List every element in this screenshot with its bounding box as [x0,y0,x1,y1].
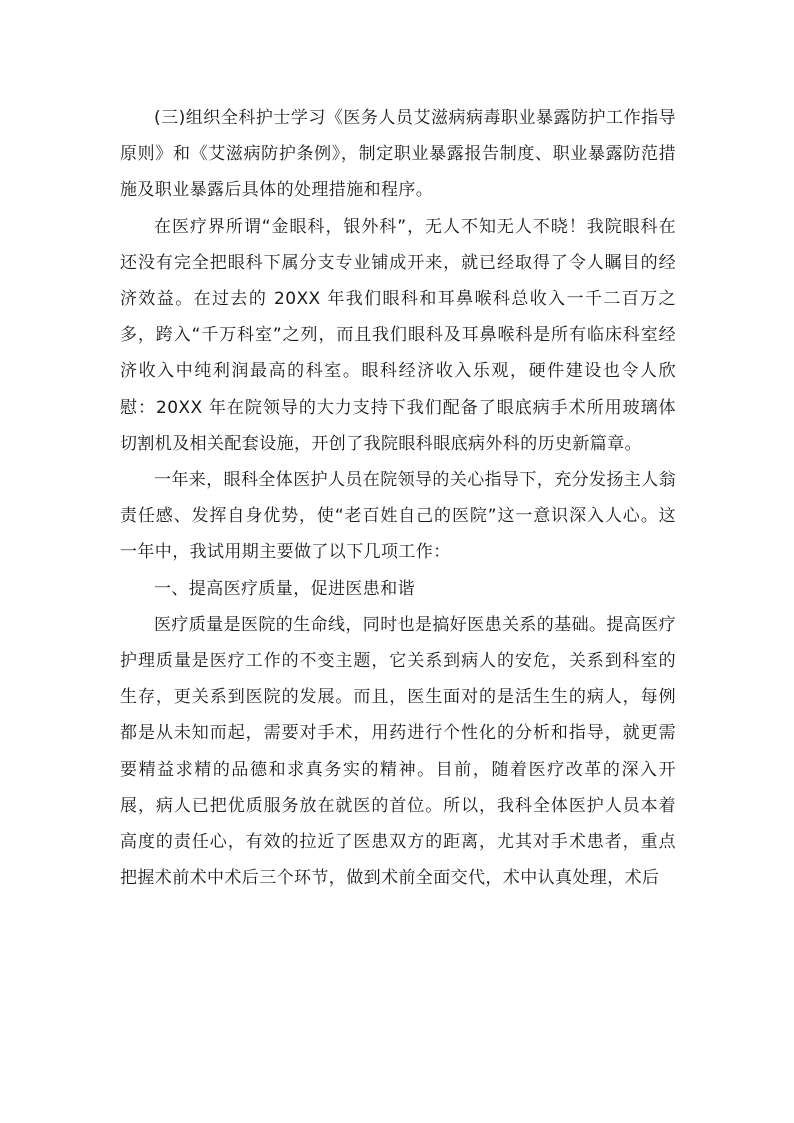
paragraph-ophthalmology-economics: 在医疗界所谓“金眼科，银外科”，无人不知无人不晓！我院眼科在还没有完全把眼科下属分支专业铺成开来，就已经取得了令人瞩目的经济效益。在过去的 20XX 年我们眼科和耳鼻喉科总收入一千二百万之多，跨入“千万科室”之列，而且我们眼科及耳鼻喉科是所有临床科室经济收入中纯利润最高的科室。眼科经济收入乐观，硬件建设也令人欣慰：20XX 年在院领导的大力支持下我们配备了眼底病手术所用玻璃体切割机及相关配套设施，开创了我院眼科眼底病外科的历史新篇章。 [120,216,676,454]
paragraph-training: (三)组织全科护士学习《医务人员艾滋病病毒职业暴露防护工作指导原则》和《艾滋病防护条例》，制定职业暴露报告制度、职业暴露防范措施及职业暴露后具体的处理措施和程序。 [120,108,676,201]
document-body [120,100,676,896]
paragraph-year-summary: 一年来，眼科全体医护人员在院领导的关心指导下，充分发扬主人翁责任感、发挥自身优势，使“老百姓自己的医院”这一意识深入人心。这一年中，我试用期主要做了以下几项工作： [120,470,676,563]
section-heading-medical-quality: 一、提高医疗质量，促进医患和谐 [154,578,415,599]
paragraph-medical-quality: 医疗质量是医院的生命线，同时也是搞好医患关系的基础。提高医疗护理质量是医疗工作的不变主题，它关系到病人的安危，关系到科室的生存，更关系到医院的发展。而且，医生面对的是活生生的病人，每例都是从未知而起，需要对手术，用药进行个性化的分析和指导，就更需要精益求精的品德和求真务实的精神。目前，随着医疗改革的深入开展，病人已把优质服务放在就医的首位。所以，我科全体医护人员本着高度的责任心，有效的拉近了医患双方的距离，尤其对手术患者，重点把握术前术中术后三个环节，做到术前全面交代，术中认真处理，术后 [120,614,676,889]
